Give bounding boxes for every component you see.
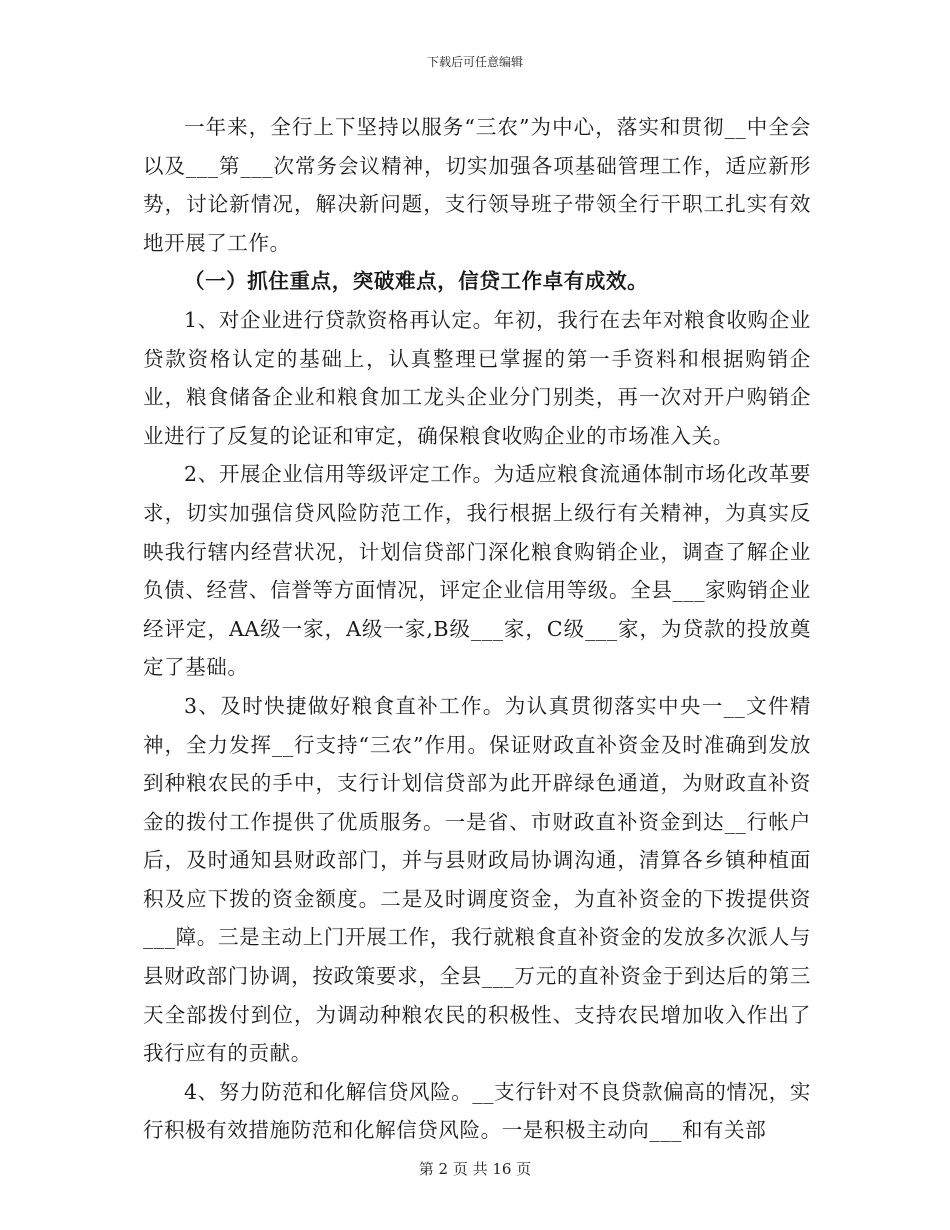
page-header-note: 下载后可任意编辑 — [426, 55, 523, 69]
document-body — [143, 108, 811, 1150]
paragraph-item-1: 1、对企业进行贷款资格再认定。年初，我行在去年对粮食收购企业贷款资格认定的基础上，认真整理已掌握的第一手资料和根据购销企业，粮食储备企业和粮食加工龙头企业分门别类，再一次对开户购销企业进行了反复的论证和审定，确保粮食收购企业的市场准入关。 — [143, 307, 811, 448]
intro-paragraph: 一年来，全行上下坚持以服务“三农”为中心，落实和贯彻__中全会以及___第___次常务会议精神，切实加强各项基础管理工作，适应新形势，讨论新情况，解决新问题，支行领导班子带领全行干职工扎实有效地开展了工作。 — [143, 115, 811, 255]
paragraph-item-4: 4、努力防范和化解信贷风险。__支行针对不良贷款偏高的情况，实行积极有效措施防范和化解信贷风险。一是积极主动向___和有关部 — [143, 1079, 811, 1143]
paragraph-item-2: 2、开展企业信用等级评定工作。为适应粮食流通体制市场化改革要求，切实加强信贷风险防范工作，我行根据上级行有关精神，为真实反映我行辖内经营状况，计划信贷部门深化粮食购销企业，调查了解企业负债、经营、信誉等方面情况，评定企业信用等级。全县___家购销企业经评定，AA级一家，A级一家,B级___家，C级___家，为贷款的投放奠定了基础。 — [143, 462, 811, 680]
section-heading: （一）抓住重点，突破难点，信贷工作卓有成效。 — [184, 269, 649, 294]
page-number: 第 2 页 共 16 页 — [418, 1160, 532, 1178]
paragraph-item-3: 3、及时快捷做好粮食直补工作。为认真贯彻落实中央一__文件精神，全力发挥__行支持“三农”作用。保证财政直补资金及时准确到发放到种粮农民的手中，支行计划信贷部为此开辟绿色通道，为财政直补资金的拨付工作提供了优质服务。一是省、市财政直补资金到达__行帐户后，及时通知县财政部门，并与县财政局协调沟通，清算各乡镇种植面积及应下拨的资金额度。二是及时调度资金，为直补资金的下拨提供资___障。三是主动上门开展工作，我行就粮食直补资金的发放多次派人与县财政部门协调，按政策要求，全县___万元的直补资金于到达后的第三天全部拨付到位，为调动种粮农民的积极性、支持农民增加收入作出了我行应有的贡献。 — [143, 693, 811, 1066]
